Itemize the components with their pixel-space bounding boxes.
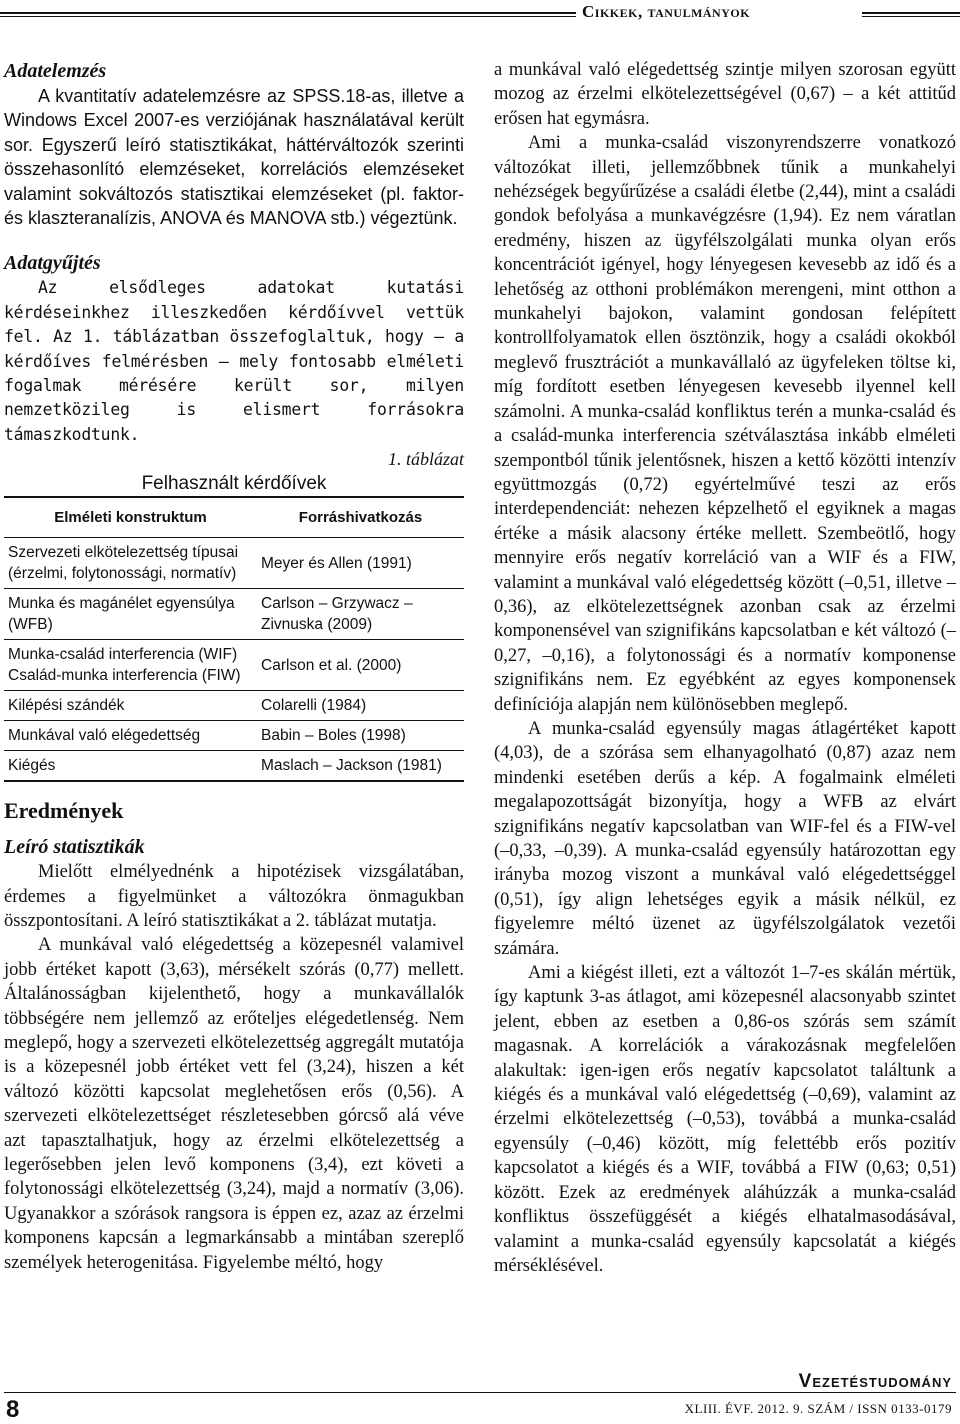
table-row — [4, 589, 464, 640]
header-rule-left-thin — [0, 16, 576, 17]
table-title: Felhasznált kérdőívek — [141, 472, 327, 494]
table-cell: Munka-család interferencia (WIF) Család-munka interferencia (FIW) — [4, 640, 257, 691]
table-header-cell: Elméleti konstruktum — [4, 497, 257, 538]
table-caption: 1. táblázat — [387, 449, 464, 470]
paragraph-adatelemzes: A kvantitatív adatelemzésre az SPSS.18-as, illetve a Windows Excel 2007-es verziójának használatával került sor. Egyszerű leíró statisztikákat, háttérváltozók szerinti összehasonlító elemzéseket, korrelációs elemzéseket valamint sokváltozós statisztikai elemzéseket (pl. faktor- és klaszteranalízis, ANOVA és MANOVA stb.) végeztünk. — [4, 86, 464, 229]
paragraph-right-1: a munkával való elégedettség szintje milyen szorosan együtt mozog az érzelmi elkötelezettségével (0,67) – a két attitűd erősen hat egymásra. — [494, 60, 956, 129]
table-cell: Maslach – Jackson (1981) — [257, 751, 464, 782]
paragraph-right-4: Ami a kiégést illeti, ezt a változót 1–7-es skálán mértük, így kaptunk 3-as átlagot, ami közepesnél alacsonyabb szintet jelent, ebben az esetben a 0,86-os szórás sem számít magasnak. A korrelációk a várakozásnak megfelelően alakultak: igen-igen erős negatív kapcsolatot találtunk a kiégés és a munkával való elégedettség (–0,69), valamint az érzelmi elkötelezettség (–0,53), továbbá a munka-család egyensúly (–0,46) között, míg felettébb erős pozitív kapcsolatot a kiégés és a WIF, továbbá a FIW (0,63; 0,51) között. Ezek az eredmények aláhúzzák a munka-család konfliktus összefüggését a kiégés elhatalmasodásával, valamint a munka-család egyensúly kapcsolatát a kiégés mérséklésével. — [494, 963, 956, 1276]
header-rule-left — [0, 12, 576, 14]
issue-info: XLIII. ÉVF. 2012. 9. SZÁM / ISSN 0133-0179 — [684, 1401, 952, 1416]
paragraph-leiro-1: Mielőtt elmélyednénk a hipotézisek vizsgálatában, érdemes a figyelmünket a változókra önmagukban összpontosítani. A leíró statisztikákat a 2. táblázat mutatja. — [4, 862, 464, 931]
header-rule-right-thin — [862, 16, 960, 17]
section-title-eredmenyek: Eredmények — [4, 798, 124, 824]
section-title-adatgyujtes: Adatgyűjtés — [4, 252, 101, 275]
table-cell: Babin – Boles (1998) — [257, 721, 464, 751]
running-head: Cikkek, tanulmányok — [582, 2, 751, 21]
paragraph-adatgyujtes: Az elsődleges adatokat kutatási kérdéseinkhez illeszkedően kérdőívvel vettük fel. Az 1. táblázatban összefoglaltuk, hogy – a kérdőíves felmérésben – mely fontosabb elméleti fogalmak mérésére került sor, milyen nemzetközileg is elismert forrásokra támaszkodtunk. — [4, 278, 464, 444]
header-rule-right — [862, 12, 960, 14]
paragraph-right-3: A munka-család egyensúly magas átlagértéket kapott (4,03), de a szórása sem elhanyagolható (0,87) azaz nem mindenki esetében derűs a kép. A fogalmaink elméleti megalapozottságát bizonyítja, hogy a WFB az elvárt szignifikáns negatív kapcsolatban van WIF-fel és a FIW-vel (–0,33, –0,39). A munka-család egyensúly határozottan egy irányba mozog viszont a munkával való elégedettséggel (0,51), így align lehetséges egyik a másik nélkül, ez figyelemre méltó üzenet az ügyfélszolgálatok vezetői számára. — [494, 718, 956, 959]
paragraph-leiro-2: A munkával való elégedettség a közepesnél valamivel jobb értéket kapott (3,63), mérsékelt szórás (0,77) mellett. Általánosságban kijelenthető, hogy a munkavállalók többségére nem jellemző az erőteljes elégedetlenség. Nem meglepő, hogy a szervezeti elkötelezettség aggregált mutatója is a közepesnél jobb értéket vett fel (3,24), hiszen a két változó közötti kapcsolat meglehetősen erős (0,56). A szervezeti elkötelezettséget részletesebben górcső alá véve azt tapasztalhatjuk, hogy az érzelmi elkötelezettség a legerősebben jelen levő komponens (3,4), ezt követi a folytonossági elkötelezettség (3,24), majd a normatív (3,06). Ugyanakkor a szórások rangsora is éppen ez, azaz az érzelmi komponens kapcsán a legmarkánsabb a mintában szereplő személyek heterogenitása. Figyelembe méltó, hogy — [4, 935, 464, 1273]
table-row — [4, 721, 464, 751]
table-cell: Meyer és Allen (1991) — [257, 538, 464, 589]
page-number: 8 — [6, 1396, 20, 1423]
table-cell: Carlson – Grzywacz – Zivnuska (2009) — [257, 589, 464, 640]
section-title-leiro-statisztikak: Leíró statisztikák — [4, 836, 145, 859]
right-column — [494, 58, 956, 1278]
left-column — [4, 58, 464, 1275]
table-cell: Munkával való elégedettség — [4, 721, 257, 751]
table-cell: Kilépési szándék — [4, 691, 257, 721]
table-row — [4, 751, 464, 782]
table-cell: Colarelli (1984) — [257, 691, 464, 721]
table-cell: Szervezeti elkötelezettség típusai (érzelmi, folytonossági, normatív) — [4, 538, 257, 589]
paragraph-right-2: Ami a munka-család viszonyrendszerre vonatkozó változókat illeti, jellemzőbbnek tűnik a munkahelyi nehézségek begyűrűzése a családi életbe (2,44), mint a családi gondok befolyása a munkavégzésre (1,94). Ez nem váratlan eredmény, hiszen az ügyfélszolgálati munka olyan erős koncentrációt igényel, hogy lényegesen kevesebb az idő és a lehetőség az otthoni problémákon merengeni, mint otthon a munkahelyi bajokon, valamint gondosan felépített kontrollfolyamatok ellen ösztönzik, hogy a családi okokból meglevő frusztrációt a munkavállaló az ügyfeleken töltse ki, míg fordított esetben lényegesen kevesebb ilyennel kell számolni. A munka-család konfliktus terén a munka-család és a család-munka interferencia szétválasztása inkább elméleti szempontból tűnik jelentősnek, hiszen a kettő közötti intenzív együttmozgás (0,72) egyértelművé teszi az erős interdependenciát: nehezen képzelhető el egyiknek a magas értéke a másik alacsony értéke mellett. Szembeötlő, hogy mennyire erős negatív korreláció van a WIF és a FIW, valamint a munkával való elégedettség között (–0,51, illetve –0,36), az elkötelezettségnek azonban csak az érzelmi komponensével van szignifikáns kapcsolatban e két változó (–0,27, –0,16), a folytonossági és a normatív komponense szignifikáns nem. Ez egyébként az egyes komponensek definíciója alapján nem különösebben meglepő. — [494, 133, 956, 715]
table-kerdoivek — [4, 496, 464, 782]
table-row — [4, 691, 464, 721]
table-cell: Carlson et al. (2000) — [257, 640, 464, 691]
journal-title: Vezetéstudomány — [798, 1371, 952, 1392]
section-title-adatelemzes: Adatelemzés — [4, 60, 107, 82]
table-cell: Kiégés — [4, 751, 257, 782]
table-row — [4, 538, 464, 589]
table-row — [4, 640, 464, 691]
table-cell: Munka és magánélet egyensúlya (WFB) — [4, 589, 257, 640]
table-header-row — [4, 497, 464, 538]
table-header-cell: Forráshivatkozás — [257, 497, 464, 538]
